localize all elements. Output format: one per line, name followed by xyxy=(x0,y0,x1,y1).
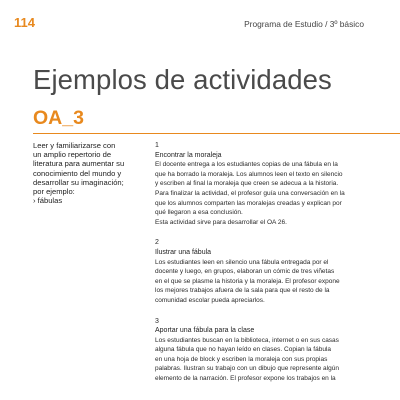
activity-number: 3 xyxy=(155,317,159,325)
activity-2 xyxy=(155,238,400,305)
objective-bullet: › fábulas xyxy=(33,196,63,206)
objective-line: desarrollar su imaginación; xyxy=(33,177,124,187)
oa-code-heading: OA_3 xyxy=(33,107,84,129)
heading-divider xyxy=(33,133,400,134)
activity-line: los mejores trabajos afuera de la sala para que el resto de la xyxy=(155,287,330,295)
activity-body xyxy=(155,160,400,227)
activity-3 xyxy=(155,317,400,384)
activity-line: en una hoja de block y escriben la moraleja con sus propias xyxy=(155,355,328,363)
activity-line: y escriben al final la moraleja que creen se adecua a la historia. xyxy=(155,180,339,188)
objective-line: por ejemplo: xyxy=(33,187,75,197)
activity-line: comunidad escolar pueda apreciarlos. xyxy=(155,296,265,304)
page-title: Ejemplos de actividades xyxy=(33,64,332,95)
activity-1 xyxy=(155,141,400,227)
activity-body xyxy=(155,258,400,306)
activity-line: alguna fábula que no hayan leído en clases. Copian la fábula xyxy=(155,346,331,354)
activity-title: Ilustrar una fábula xyxy=(155,248,212,256)
activity-title: Encontrar la moraleja xyxy=(155,151,222,159)
activity-body xyxy=(155,336,400,384)
activity-title: Aportar una fábula para la clase xyxy=(155,327,255,335)
activity-line: Para finalizar la actividad, el profesor guía una conversación en la xyxy=(155,189,345,197)
activities-column xyxy=(155,141,400,395)
activity-line: que los alumnos comparten las moralejas creadas y explican por xyxy=(155,199,342,207)
activity-line: Los estudiantes leen en silencio una fábula entregada por el xyxy=(155,258,329,266)
objective-line: conocimiento del mundo y xyxy=(33,168,122,178)
page-number: 114 xyxy=(14,15,35,30)
activity-line: Los estudiantes buscan en la biblioteca, internet o en sus casas xyxy=(155,336,339,344)
learning-objective xyxy=(33,141,141,205)
running-header: Programa de Estudio / 3º básico xyxy=(244,19,364,29)
activity-number: 2 xyxy=(155,239,159,247)
activity-line: El docente entrega a los estudiantes copias de una fábula en la xyxy=(155,161,338,169)
objective-line: un amplio repertorio de xyxy=(33,150,112,160)
objective-line: literatura para aumentar su xyxy=(33,159,125,169)
activity-line: que ha borrado la moraleja. Los alumnos leen el texto en silencio xyxy=(155,170,343,178)
activity-line: qué llegaron a esa conclusión. xyxy=(155,209,243,217)
activity-number: 1 xyxy=(155,142,159,149)
activity-line: palabras. Ilustran su trabajo con un dibujo que represente algún xyxy=(155,365,339,373)
objective-line: Leer y familiarizarse con xyxy=(33,141,116,150)
activity-line: Esta actividad sirve para desarrollar el OA 26. xyxy=(155,218,287,226)
activity-line: elemento de la narración. El profesor expone los trabajos en la xyxy=(155,375,336,383)
activity-line: docente y luego, en grupos, elaboran un cómic de tres viñetas xyxy=(155,268,335,276)
activity-line: en el que se plasme la historia y la moraleja. El profesor expone xyxy=(155,277,340,285)
